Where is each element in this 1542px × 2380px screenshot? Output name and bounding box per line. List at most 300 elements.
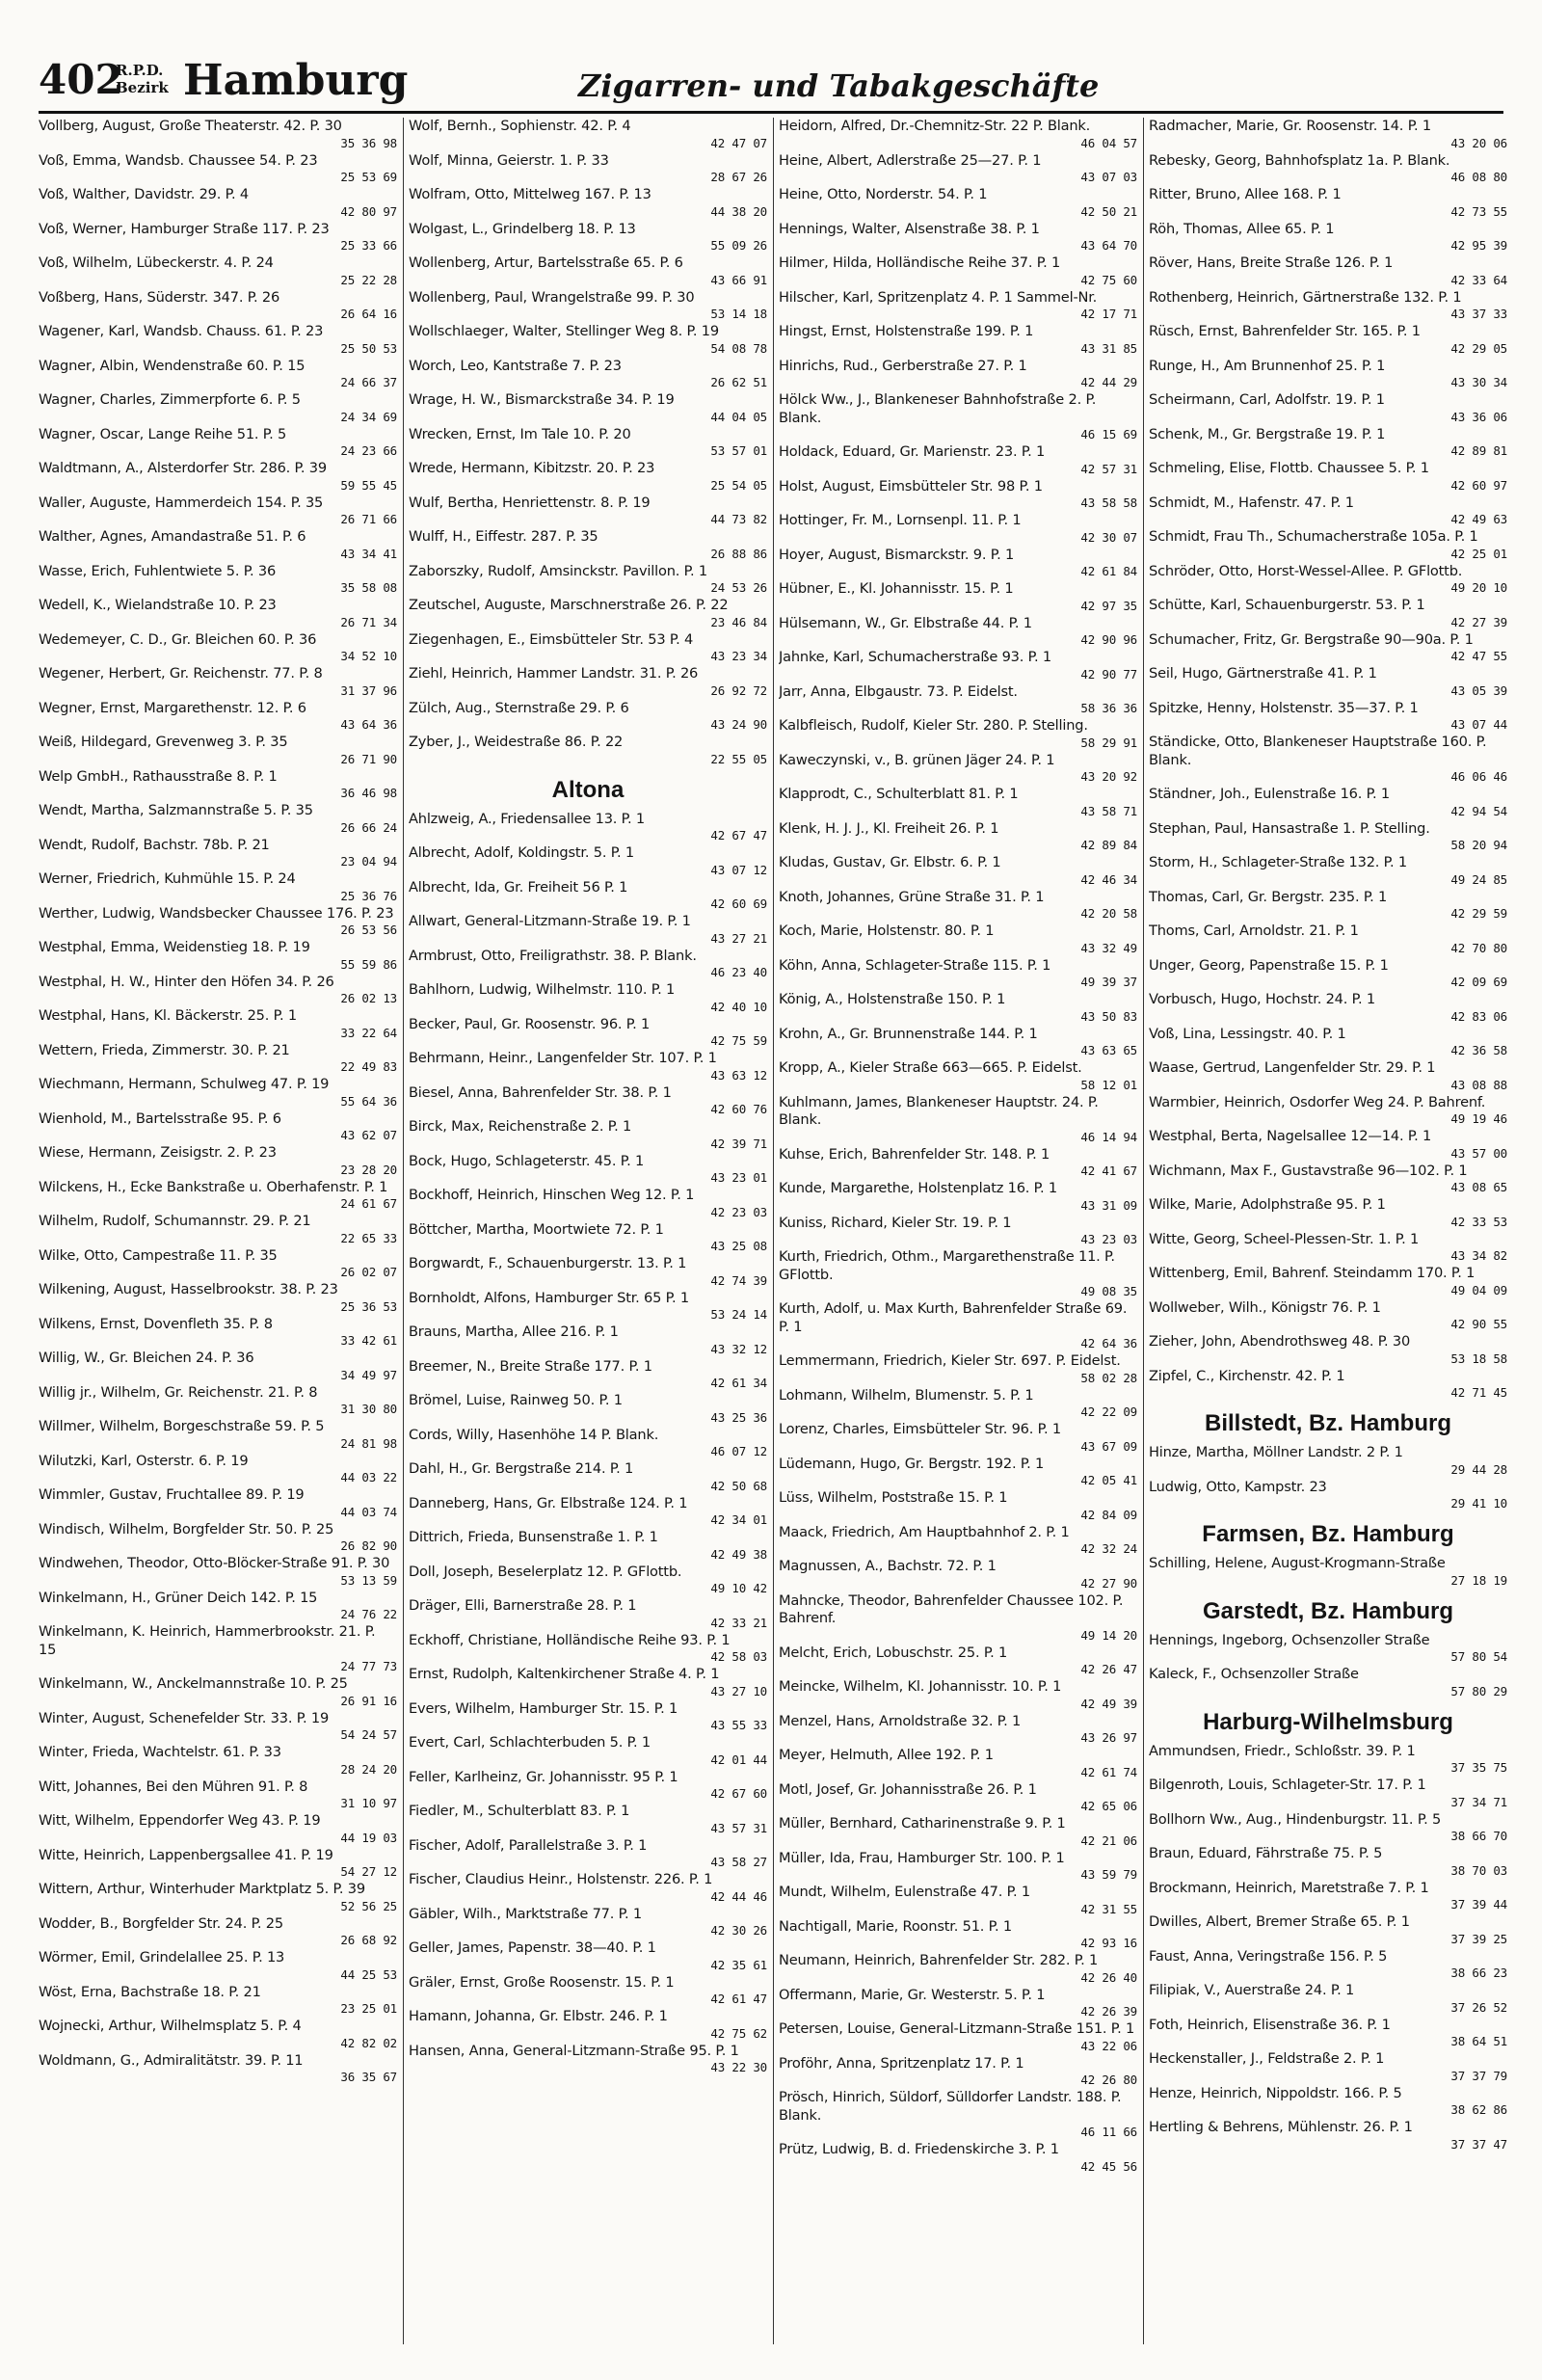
- entry-name: Brauns, Martha, Allee 216. P. 1: [409, 1324, 619, 1340]
- bezirk-label: [116, 62, 169, 96]
- directory-entry: [779, 289, 1137, 324]
- entry-phone: 42 89 81: [1450, 443, 1507, 458]
- entry-name: Lüss, Wilhelm, Poststraße 15. P. 1: [779, 1489, 1008, 1506]
- entry-name: Wrede, Hermann, Kibitzstr. 20. P. 23: [409, 460, 655, 476]
- entry-name: Zieher, John, Abendrothsweg 48. P. 30: [1149, 1333, 1411, 1350]
- directory-entry: [1149, 1880, 1507, 1914]
- entry-name: Motl, Josef, Gr. Johannisstraße 26. P. 1: [779, 1780, 1037, 1798]
- directory-entry: [779, 512, 1137, 547]
- entry-name: Windisch, Wilhelm, Borgfelder Str. 50. P. 25: [39, 1520, 334, 1538]
- directory-entry: [409, 1939, 767, 1974]
- entry-name: Wegener, Herbert, Gr. Reichenstr. 77. P. 8: [39, 665, 323, 682]
- entry-name: Wittern, Arthur, Winterhuder Marktplatz 5. P. 39: [39, 1881, 365, 1897]
- entry-name: Willig jr., Wilhelm, Gr. Reichenstr. 21. P. 8: [39, 1383, 318, 1401]
- entry-name: Kludas, Gustav, Gr. Elbstr. 6. P. 1: [779, 854, 1001, 870]
- page-number: 402: [39, 56, 123, 103]
- directory-entry: [39, 700, 397, 735]
- entry-phone: 42 73 55: [1450, 203, 1507, 219]
- entry-phone: 42 05 41: [1080, 1473, 1137, 1487]
- entry-name: Wilutzki, Karl, Osterstr. 6. P. 19: [39, 1452, 249, 1469]
- entry-name: Rebesky, Georg, Bahnhofsplatz 1a. P. Blank.: [1149, 151, 1450, 169]
- entry-phone: 33 22 64: [340, 1025, 397, 1040]
- entry-name: Wilkening, August, Hasselbrookstr. 38. P. 23: [39, 1281, 338, 1297]
- entry-name: Kuhse, Erich, Bahrenfelder Str. 148. P. 1: [779, 1145, 1050, 1163]
- entry-name: Wagener, Karl, Wandsb. Chauss. 61. P. 23: [39, 323, 324, 339]
- entry-name: Wojnecki, Arthur, Wilhelmsplatz 5. P. 4: [39, 2018, 302, 2034]
- entry-phone: 46 07 12: [710, 1444, 767, 1458]
- entry-phone: 46 11 66: [1080, 2125, 1137, 2139]
- entry-phone: 24 81 98: [340, 1435, 397, 1451]
- entry-phone: 24 34 69: [340, 409, 397, 424]
- entry-phone: 46 14 94: [1080, 1129, 1137, 1144]
- directory-entry: [779, 1850, 1137, 1885]
- entry-name: Wienhold, M., Bartelsstraße 95. P. 6: [39, 1110, 281, 1127]
- entry-name: Behrmann, Heinr., Langenfelder Str. 107. P. 1: [409, 1050, 717, 1066]
- directory-entry: [39, 1281, 397, 1316]
- directory-entry: [1149, 631, 1507, 666]
- entry-phone: 25 54 05: [710, 477, 767, 493]
- entry-name: Runge, H., Am Brunnenhof 25. P. 1: [1149, 357, 1386, 374]
- entry-name: Kuniss, Richard, Kieler Str. 19. P. 1: [779, 1214, 1012, 1231]
- directory-entry: [409, 323, 767, 358]
- entry-phone: 43 20 92: [1080, 769, 1137, 784]
- directory-entry: [779, 1248, 1137, 1300]
- directory-entry: [39, 974, 397, 1008]
- directory-entry: [39, 802, 397, 837]
- entry-phone: 42 50 68: [710, 1478, 767, 1493]
- entry-phone: 49 04 09: [1450, 1282, 1507, 1297]
- entry-name: Waldtmann, A., Alsterdorfer Str. 286. P. 39: [39, 460, 327, 476]
- directory-entry: [1149, 2017, 1507, 2051]
- entry-name: König, A., Holstenstraße 150. P. 1: [779, 991, 1006, 1007]
- directory-entry: [39, 1110, 397, 1145]
- directory-entry: [1149, 1333, 1507, 1368]
- entry-phone: 44 73 82: [710, 512, 767, 526]
- entry-phone: 49 08 35: [1080, 1284, 1137, 1298]
- directory-entry: [409, 1632, 767, 1667]
- entry-name: Jarr, Anna, Elbgaustr. 73. P. Eidelst.: [779, 682, 1018, 700]
- entry-name: Jahnke, Karl, Schumacherstraße 93. P. 1: [779, 649, 1051, 665]
- directory-entry: [1149, 1231, 1507, 1266]
- entry-phone: 38 64 51: [1450, 2034, 1507, 2048]
- entry-phone: 25 33 66: [340, 238, 397, 253]
- entry-name: Vollberg, August, Große Theaterstr. 42. P. 30: [39, 118, 342, 134]
- entry-name: Ritter, Bruno, Allee 168. P. 1: [1149, 186, 1342, 202]
- entry-name: Rüsch, Ernst, Bahrenfelder Str. 165. P. 1: [1149, 323, 1421, 339]
- directory-entry: [409, 1564, 767, 1598]
- entry-phone: 34 49 97: [340, 1367, 397, 1382]
- entry-phone: 42 94 54: [1450, 803, 1507, 818]
- entry-name: Breemer, N., Breite Straße 177. P. 1: [409, 1357, 652, 1375]
- entry-name: Wodder, B., Borgfelder Str. 24. P. 25: [39, 1914, 283, 1932]
- directory-entry: [409, 1187, 767, 1221]
- entry-phone: 42 17 71: [1080, 307, 1137, 321]
- entry-phone: 42 67 47: [710, 828, 767, 842]
- entry-name: Ammundsen, Friedr., Schloßstr. 39. P. 1: [1149, 1742, 1416, 1759]
- entry-phone: 44 38 20: [710, 203, 767, 219]
- entry-name: Wiese, Hermann, Zeisigstr. 2. P. 23: [39, 1144, 277, 1161]
- directory-entry: [409, 1700, 767, 1735]
- entry-name: Bockhoff, Heinrich, Hinschen Weg 12. P. 1: [409, 1187, 695, 1203]
- entry-name: Heckenstaller, J., Feldstraße 2. P. 1: [1149, 2050, 1385, 2067]
- directory-entry: [409, 734, 767, 768]
- entry-name: Maack, Friedrich, Am Hauptbahnhof 2. P. 1: [779, 1523, 1070, 1540]
- entry-phone: 57 80 29: [1450, 1683, 1507, 1698]
- entry-phone: 42 26 39: [1080, 2004, 1137, 2019]
- entry-name: Kunde, Margarethe, Holstenplatz 16. P. 1: [779, 1180, 1057, 1196]
- directory-entry: [1149, 700, 1507, 735]
- entry-phone: 53 13 59: [340, 1572, 397, 1588]
- entry-phone: 37 35 75: [1450, 1760, 1507, 1775]
- directory-entry: [409, 289, 767, 324]
- directory-entry: [779, 1558, 1137, 1592]
- directory-entry: [39, 1521, 397, 1556]
- entry-phone: 31 37 96: [340, 682, 397, 698]
- entry-name: Ludwig, Otto, Kampstr. 23: [1149, 1478, 1327, 1495]
- entry-phone: 26 02 07: [340, 1265, 397, 1279]
- section-heading: Farmsen, Bz. Hamburg: [1202, 1521, 1454, 1547]
- entry-name: Westphal, Hans, Kl. Bäckerstr. 25. P. 1: [39, 1007, 297, 1024]
- entry-phone: 42 49 38: [710, 1546, 767, 1562]
- entry-phone: 43 07 12: [710, 862, 767, 877]
- directory-entry: [409, 913, 767, 948]
- column-1: [39, 118, 397, 2344]
- directory-entry: [39, 837, 397, 871]
- directory-entry: [1149, 391, 1507, 426]
- entry-phone: 43 50 83: [1080, 1008, 1137, 1024]
- entry-name: Prütz, Ludwig, B. d. Friedenskirche 3. P. 1: [779, 2141, 1059, 2157]
- entry-name: Kropp, A., Kieler Straße 663—665. P. Eidelst.: [779, 1059, 1082, 1076]
- directory-entry: [1149, 889, 1507, 923]
- directory-entry: [409, 1837, 767, 1872]
- directory-entry: [1149, 1196, 1507, 1231]
- directory-entry: [1149, 854, 1507, 889]
- directory-entry: [779, 1180, 1137, 1215]
- entry-phone: 31 10 97: [340, 1796, 397, 1810]
- entry-name: Wilckens, H., Ecke Bankstraße u. Oberhafenstr. P. 1: [39, 1178, 388, 1195]
- entry-name: Heidorn, Alfred, Dr.-Chemnitz-Str. 22 P. Blank.: [779, 118, 1091, 134]
- entry-phone: 42 09 69: [1450, 975, 1507, 989]
- entry-name: Voß, Lina, Lessingstr. 40. P. 1: [1149, 1025, 1346, 1042]
- entry-phone: 42 49 63: [1450, 512, 1507, 526]
- directory-entry: [39, 1144, 397, 1179]
- entry-name: Unger, Georg, Papenstraße 15. P. 1: [1149, 956, 1389, 974]
- entry-phone: 42 57 31: [1080, 461, 1137, 476]
- entry-name: Klapprodt, C., Schulterblatt 81. P. 1: [779, 786, 1019, 802]
- entry-name: Wagner, Albin, Wendenstraße 60. P. 15: [39, 357, 306, 374]
- entry-name: Müller, Ida, Frau, Hamburger Str. 100. P. 1: [779, 1849, 1065, 1866]
- entry-phone: 35 36 98: [340, 135, 397, 150]
- directory-entry: [409, 844, 767, 879]
- entry-phone: 43 32 12: [710, 1341, 767, 1356]
- directory-entry: [779, 1215, 1137, 1249]
- directory-entry: [1149, 323, 1507, 358]
- directory-entry: [39, 289, 397, 324]
- entry-name: Witt, Wilhelm, Eppendorfer Weg 43. P. 19: [39, 1812, 321, 1829]
- directory-entry: [779, 2055, 1137, 2090]
- directory-entry: [779, 1421, 1137, 1456]
- directory-entry: [39, 1418, 397, 1453]
- entry-name: Worch, Leo, Kantstraße 7. P. 23: [409, 357, 622, 374]
- directory-entry: [39, 1778, 397, 1813]
- entry-phone: 28 24 20: [340, 1761, 397, 1777]
- entry-name: Witte, Georg, Scheel-Plessen-Str. 1. P. 1: [1149, 1230, 1420, 1247]
- entry-name: Brockmann, Heinrich, Maretstraße 7. P. 1: [1149, 1879, 1429, 1896]
- entry-name: Warmbier, Heinrich, Osdorfer Weg 24. P. Bahrenf.: [1149, 1093, 1486, 1110]
- section-heading: Garstedt, Bz. Hamburg: [1202, 1597, 1454, 1624]
- entry-phone: 42 27 90: [1080, 1575, 1137, 1591]
- entry-name: Lorenz, Charles, Eimsbütteler Str. 96. P. 1: [779, 1421, 1061, 1437]
- entry-name: Vorbusch, Hugo, Hochstr. 24. P. 1: [1149, 991, 1375, 1007]
- entry-phone: 43 31 85: [1080, 340, 1137, 356]
- entry-phone: 37 37 47: [1450, 2136, 1507, 2152]
- directory-entry: [779, 186, 1137, 221]
- entry-name: Hottinger, Fr. M., Lornsenpl. 11. P. 1: [779, 512, 1022, 528]
- entry-phone: 42 61 47: [710, 1992, 767, 2006]
- entry-name: Borgwardt, F., Schauenburgerstr. 13. P. 1: [409, 1255, 687, 1271]
- entry-name: Becker, Paul, Gr. Roosenstr. 96. P. 1: [409, 1015, 651, 1032]
- directory-columns: [39, 118, 1507, 2344]
- entry-phone: 43 25 36: [710, 1409, 767, 1425]
- entry-name: Westphal, Emma, Weidenstieg 18. P. 19: [39, 939, 310, 955]
- directory-entry: [409, 1255, 767, 1290]
- entry-name: Radmacher, Marie, Gr. Roosenstr. 14. P. 1: [1149, 118, 1431, 134]
- directory-entry: [1149, 495, 1507, 529]
- directory-entry: [39, 734, 397, 768]
- entry-name: Meincke, Wilhelm, Kl. Johannisstr. 10. P. 1: [779, 1678, 1062, 1695]
- directory-entry: [1149, 1163, 1507, 1197]
- entry-name: Voß, Wilhelm, Lübeckerstr. 4. P. 24: [39, 254, 274, 271]
- entry-phone: 23 46 84: [710, 614, 767, 629]
- entry-phone: 25 53 69: [340, 170, 397, 184]
- entry-phone: 46 08 80: [1450, 170, 1507, 184]
- entry-name: Wolfram, Otto, Mittelweg 167. P. 13: [409, 186, 651, 202]
- directory-entry: [409, 631, 767, 666]
- entry-phone: 42 33 64: [1450, 272, 1507, 287]
- directory-entry: [779, 254, 1137, 289]
- entry-name: Wolf, Minna, Geierstr. 1. P. 33: [409, 151, 609, 169]
- entry-phone: 42 44 29: [1080, 375, 1137, 389]
- entry-phone: 33 42 61: [340, 1333, 397, 1348]
- entry-phone: 42 97 35: [1080, 598, 1137, 613]
- entry-name: Hingst, Ernst, Holstenstraße 199. P. 1: [779, 323, 1034, 339]
- entry-phone: 42 95 39: [1450, 238, 1507, 253]
- entry-phone: 42 75 60: [1080, 272, 1137, 287]
- entry-phone: 42 20 58: [1080, 906, 1137, 921]
- entry-name: Meyer, Helmuth, Allee 192. P. 1: [779, 1747, 994, 1763]
- directory-entry: [779, 889, 1137, 923]
- entry-name: Wendt, Martha, Salzmannstraße 5. P. 35: [39, 802, 313, 818]
- entry-phone: 29 44 28: [1450, 1461, 1507, 1477]
- directory-entry: [779, 615, 1137, 650]
- entry-name: Wolf, Bernh., Sophienstr. 42. P. 4: [409, 118, 631, 134]
- entry-name: Knoth, Johannes, Grüne Straße 31. P. 1: [779, 888, 1045, 905]
- directory-entry: [39, 1076, 397, 1110]
- entry-name: Holst, August, Eimsbütteler Str. 98 P. 1: [779, 477, 1043, 495]
- entry-name: Müller, Bernhard, Catharinenstraße 9. P. 1: [779, 1815, 1066, 1832]
- entry-name: Menzel, Hans, Arnoldstraße 32. P. 1: [779, 1712, 1022, 1729]
- entry-phone: 31 30 80: [340, 1402, 397, 1416]
- directory-entry: [1149, 1982, 1507, 2017]
- directory-entry: [39, 1710, 397, 1745]
- directory-entry: [39, 1042, 397, 1077]
- entry-phone: 24 76 22: [340, 1607, 397, 1621]
- directory-entry: [39, 1007, 397, 1042]
- directory-entry: [779, 1026, 1137, 1060]
- entry-name: Wiechmann, Hermann, Schulweg 47. P. 19: [39, 1076, 330, 1092]
- entry-name: Winkelmann, K. Heinrich, Hammerbrookstr. 21. P. 15: [39, 1623, 376, 1658]
- directory-entry: [409, 426, 767, 461]
- directory-entry: [779, 683, 1137, 718]
- directory-entry: [409, 1324, 767, 1358]
- entry-name: Melcht, Erich, Lobuschstr. 25. P. 1: [779, 1644, 1008, 1661]
- entry-phone: 42 65 06: [1080, 1799, 1137, 1813]
- directory-entry: [39, 1486, 397, 1521]
- entry-name: Waller, Auguste, Hammerdeich 154. P. 35: [39, 494, 324, 511]
- section-heading: Altona: [551, 776, 625, 803]
- directory-entry: [39, 870, 397, 905]
- directory-entry: [779, 854, 1137, 889]
- entry-name: Faust, Anna, Veringstraße 156. P. 5: [1149, 1947, 1388, 1965]
- entry-name: Nachtigall, Marie, Roonstr. 51. P. 1: [779, 1917, 1012, 1935]
- entry-phone: 42 89 84: [1080, 838, 1137, 852]
- entry-name: Offermann, Marie, Gr. Westerstr. 5. P. 1: [779, 1986, 1046, 2003]
- entry-phone: 34 52 10: [340, 649, 397, 663]
- entry-name: Prösch, Hinrich, Süldorf, Sülldorfer Landstr. 188. P. Blank.: [779, 2089, 1122, 2124]
- entry-phone: 38 66 70: [1450, 1829, 1507, 1843]
- entry-phone: 29 41 10: [1450, 1496, 1507, 1511]
- directory-entry: [409, 1974, 767, 2009]
- entry-phone: 42 60 76: [710, 1102, 767, 1116]
- directory-entry: [1149, 152, 1507, 187]
- entry-name: Hertling & Behrens, Mühlenstr. 26. P. 1: [1149, 2119, 1413, 2135]
- entry-phone: 26 71 34: [340, 614, 397, 629]
- entry-name: Winter, Frieda, Wachtelstr. 61. P. 33: [39, 1744, 281, 1760]
- directory-entry: [39, 1555, 397, 1590]
- directory-entry: [39, 1812, 397, 1847]
- entry-phone: 43 07 03: [1080, 170, 1137, 184]
- entry-name: Hilscher, Karl, Spritzenplatz 4. P. 1 Sammel-Nr.: [779, 288, 1098, 306]
- directory-entry: [39, 2018, 397, 2052]
- entry-phone: 46 23 40: [710, 965, 767, 979]
- entry-phone: 28 67 26: [710, 170, 767, 184]
- directory-entry: [779, 786, 1137, 820]
- entry-phone: 38 66 23: [1450, 1966, 1507, 1980]
- entry-name: Weiß, Hildegard, Grevenweg 3. P. 35: [39, 734, 288, 750]
- entry-phone: 24 77 73: [340, 1659, 397, 1673]
- entry-name: Rothenberg, Heinrich, Gärtnerstraße 132. P. 1: [1149, 288, 1462, 306]
- entry-phone: 42 74 39: [710, 1272, 767, 1288]
- entry-name: Willmer, Wilhelm, Borgeschstraße 59. P. 5: [39, 1418, 325, 1434]
- entry-name: Thoms, Carl, Arnoldstr. 21. P. 1: [1149, 923, 1359, 939]
- entry-name: Voßberg, Hans, Süderstr. 347. P. 26: [39, 288, 280, 306]
- entry-phone: 42 32 24: [1080, 1541, 1137, 1556]
- directory-entry: [779, 820, 1137, 855]
- directory-entry: [409, 563, 767, 598]
- entry-name: Schütte, Karl, Schauenburgerstr. 53. P. 1: [1149, 597, 1425, 613]
- entry-name: Brömel, Luise, Rainweg 50. P. 1: [409, 1392, 623, 1408]
- entry-phone: 42 23 03: [710, 1204, 767, 1219]
- entry-phone: 42 61 34: [710, 1376, 767, 1390]
- directory-entry: [779, 221, 1137, 255]
- directory-entry: [779, 923, 1137, 957]
- entry-phone: 42 61 84: [1080, 564, 1137, 578]
- directory-entry: [1149, 1479, 1507, 1513]
- entry-name: Westphal, H. W., Hinter den Höfen 34. P. 26: [39, 973, 334, 990]
- entry-phone: 43 25 08: [710, 1239, 767, 1253]
- entry-name: Schmidt, M., Hafenstr. 47. P. 1: [1149, 494, 1354, 511]
- column-divider: [1143, 118, 1144, 2344]
- section-heading: Billstedt, Bz. Hamburg: [1204, 1410, 1452, 1436]
- directory-entry: [39, 1213, 397, 1247]
- directory-entry: [779, 1456, 1137, 1490]
- entry-name: Ständner, Joh., Eulenstraße 16. P. 1: [1149, 786, 1390, 802]
- directory-entry: [779, 1747, 1137, 1781]
- directory-entry: [1149, 289, 1507, 324]
- entry-phone: 46 06 46: [1450, 769, 1507, 784]
- entry-name: Kuhlmann, James, Blankeneser Hauptstr. 24. P. Blank.: [779, 1093, 1099, 1128]
- entry-phone: 53 57 01: [710, 443, 767, 458]
- entry-name: Evers, Wilhelm, Hamburger Str. 15. P. 1: [409, 1699, 678, 1717]
- entry-name: Fiedler, M., Schulterblatt 83. P. 1: [409, 1803, 630, 1819]
- directory-entry: [409, 1734, 767, 1769]
- directory-entry: [409, 1153, 767, 1188]
- entry-phone: 42 39 71: [710, 1136, 767, 1151]
- directory-entry: [39, 323, 397, 358]
- entry-name: Wilke, Otto, Campestraße 11. P. 35: [39, 1246, 278, 1264]
- entry-name: Wittenberg, Emil, Bahrenf. Steindamm 170. P. 1: [1149, 1265, 1476, 1281]
- directory-entry: [1149, 1777, 1507, 1811]
- entry-name: Kurth, Adolf, u. Max Kurth, Bahrenfelder Straße 69. P. 1: [779, 1300, 1128, 1335]
- entry-name: Witte, Heinrich, Lappenbergsallee 41. P. 19: [39, 1846, 333, 1863]
- entry-phone: 42 31 55: [1080, 1901, 1137, 1916]
- entry-phone: 42 41 67: [1080, 1163, 1137, 1178]
- entry-phone: 58 29 91: [1080, 735, 1137, 750]
- bezirk-line-1: R.P.D.: [116, 62, 164, 79]
- entry-name: Bornholdt, Alfons, Hamburger Str. 65 P. 1: [409, 1289, 689, 1306]
- entry-phone: 42 40 10: [710, 999, 767, 1014]
- directory-entry: [409, 1221, 767, 1256]
- entry-name: Werther, Ludwig, Wandsbecker Chaussee 176. P. 23: [39, 904, 394, 922]
- directory-entry: [39, 665, 397, 700]
- entry-phone: 43 07 44: [1450, 717, 1507, 732]
- entry-name: Zaborszky, Rudolf, Amsinckstr. Pavillon. P. 1: [409, 562, 707, 579]
- entry-phone: 42 84 09: [1080, 1507, 1137, 1522]
- entry-name: Ernst, Rudolph, Kaltenkirchener Straße 4. P. 1: [409, 1666, 720, 1682]
- entry-name: Kaweczynski, v., B. grünen Jäger 24. P. 1: [779, 751, 1055, 768]
- entry-name: Magnussen, A., Bachstr. 72. P. 1: [779, 1558, 997, 1574]
- directory-entry: [779, 547, 1137, 581]
- directory-entry: [409, 1597, 767, 1632]
- entry-phone: 42 26 40: [1080, 1969, 1137, 1985]
- entry-phone: 43 37 33: [1450, 307, 1507, 321]
- entry-name: Zyber, J., Weidestraße 86. P. 22: [409, 734, 624, 750]
- entry-name: Hinze, Martha, Möllner Landstr. 2 P. 1: [1149, 1444, 1403, 1460]
- directory-entry: [409, 221, 767, 255]
- entry-phone: 43 57 31: [710, 1820, 767, 1835]
- entry-phone: 42 46 34: [1080, 871, 1137, 887]
- entry-name: Storm, H., Schlageter-Straße 132. P. 1: [1149, 854, 1407, 870]
- directory-entry: [409, 186, 767, 221]
- entry-name: Hilmer, Hilda, Holländische Reihe 37. P. 1: [779, 254, 1061, 271]
- directory-entry: [409, 254, 767, 289]
- directory-entry: [39, 152, 397, 187]
- entry-phone: 42 82 02: [340, 2035, 397, 2050]
- directory-entry: [779, 152, 1137, 187]
- entry-phone: 42 90 77: [1080, 666, 1137, 682]
- entry-phone: 54 27 12: [340, 1864, 397, 1879]
- directory-entry: [1149, 2119, 1507, 2153]
